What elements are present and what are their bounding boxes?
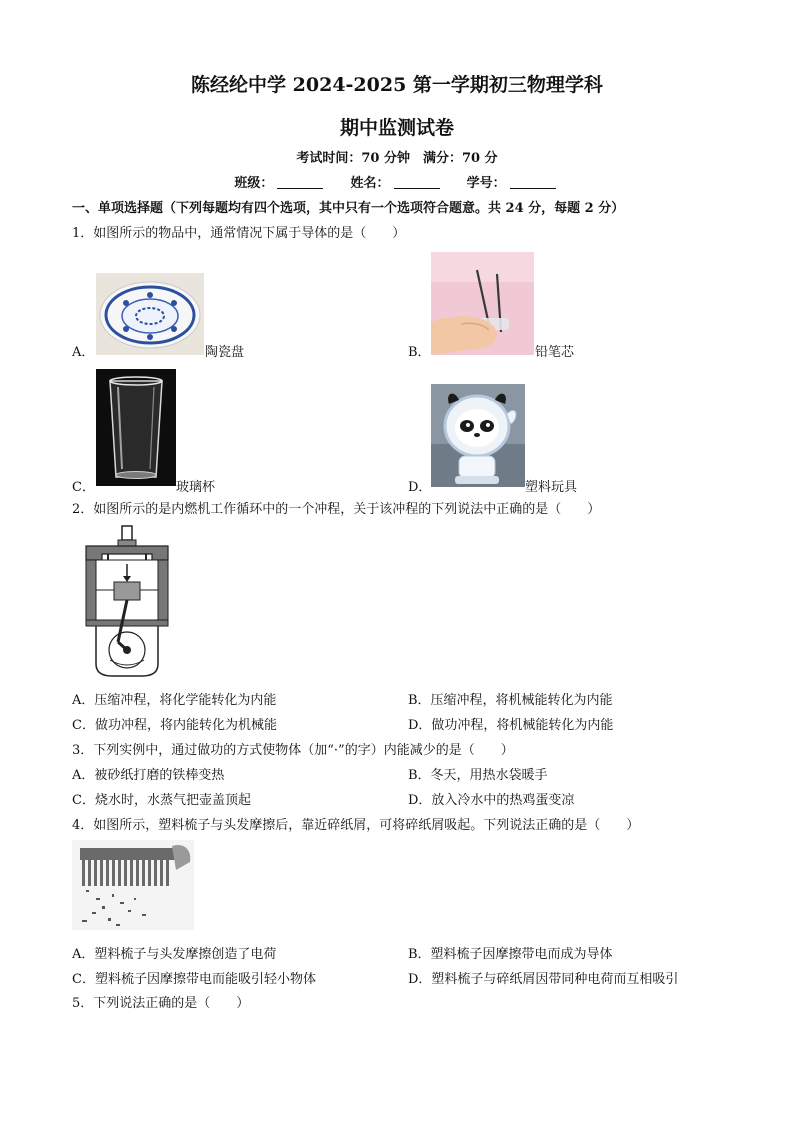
q3-option-c: C．烧水时，水蒸气把壶盖顶起: [72, 793, 251, 808]
q4-option-c: C．塑料梳子因摩擦带电而能吸引轻小物体: [72, 972, 316, 987]
q5-stem: 5．下列说法正确的是（ ）: [72, 996, 250, 1011]
q1-option-b-text: 铅笔芯: [535, 345, 575, 360]
comb-paper-image: [72, 840, 194, 930]
class-label: 班级：: [234, 176, 274, 191]
engine-stroke-diagram: [82, 524, 172, 680]
q3-option-b: B．冬天，用热水袋暖手: [408, 768, 548, 783]
q4-option-b: B．塑料梳子因摩擦带电而成为导体: [408, 947, 613, 962]
q3-stem: 3．下列实例中，通过做功的方式使物体（加“·”的字）内能减少的是（ ）: [72, 743, 514, 758]
ceramic-plate-image: [96, 273, 204, 355]
q1-option-a-letter: A．: [72, 345, 95, 360]
student-info-row: [0, 172, 794, 191]
exam-info: 考试时间：70 分钟 满分：70 分: [296, 151, 498, 166]
q2-option-b: B．压缩冲程，将机械能转化为内能: [408, 693, 613, 708]
name-label: 姓名：: [350, 176, 390, 191]
q4-option-d: D．塑料梳子与碎纸屑因带同种电荷而互相吸引: [408, 972, 679, 987]
plastic-toy-image: [431, 384, 525, 487]
q2-option-c: C．做功冲程，将内能转化为机械能: [72, 718, 277, 733]
glass-cup-image: [96, 369, 176, 486]
class-blank[interactable]: [277, 176, 323, 189]
section1-heading: 一、单项选择题（下列每题均有四个选项，其中只有一个选项符合题意。共 24 分，每题 2 分）: [72, 201, 625, 216]
id-blank[interactable]: [510, 176, 556, 189]
q4-option-a: A．塑料梳子与头发摩擦创造了电荷: [72, 947, 277, 962]
q1-option-c-text: 玻璃杯: [176, 480, 216, 495]
name-blank[interactable]: [394, 176, 440, 189]
q2-option-d: D．做功冲程，将机械能转化为内能: [408, 718, 614, 733]
pencil-lead-image: [431, 252, 534, 355]
q2-option-a: A．压缩冲程，将化学能转化为内能: [72, 693, 277, 708]
q1-option-d-text: 塑料玩具: [525, 480, 578, 495]
q1-option-b-letter: B．: [408, 345, 431, 360]
exam-title-line2: 期中监测试卷: [339, 117, 454, 139]
q2-stem: 2．如图所示的是内燃机工作循环中的一个冲程，关于该冲程的下列说法中正确的是（ ）: [72, 502, 601, 517]
q3-option-d: D．放入冷水中的热鸡蛋变凉: [408, 793, 575, 808]
q1-option-a-text: 陶瓷盘: [205, 345, 245, 360]
q1-stem: 1．如图所示的物品中，通常情况下属于导体的是（ ）: [72, 226, 406, 241]
id-label: 学号：: [466, 176, 506, 191]
exam-title-line1: 陈经纶中学 2024-2025 第一学期初三物理学科: [191, 74, 603, 96]
q4-stem: 4．如图所示，塑料梳子与头发摩擦后，靠近碎纸屑，可将碎纸屑吸起。下列说法正确的是（ ）: [72, 818, 640, 833]
q3-option-a: A．被砂纸打磨的铁棒变热: [72, 768, 225, 783]
q1-option-c-letter: C．: [72, 480, 95, 495]
q1-option-d-letter: D．: [408, 480, 432, 495]
